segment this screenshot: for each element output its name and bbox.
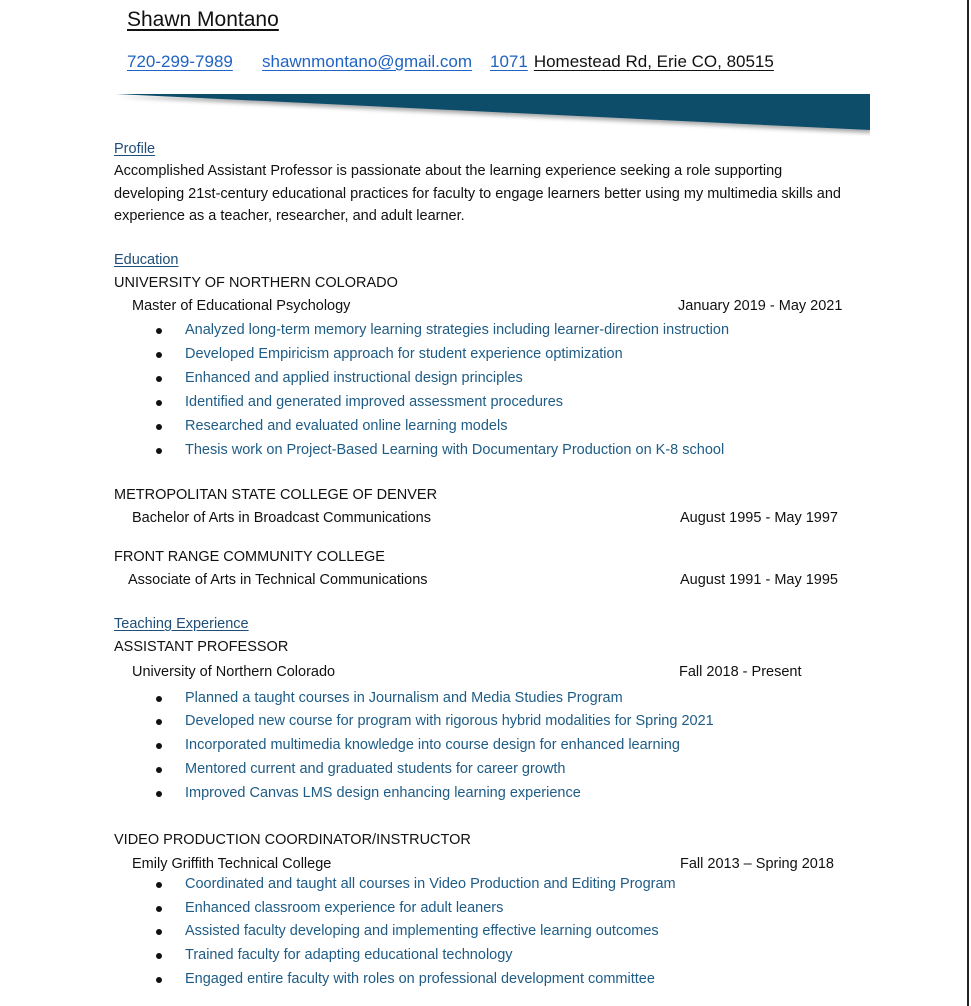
list-item: Enhanced and applied instructional design principles [185, 370, 523, 386]
list-item: Developed Empiricism approach for student experience optimization [185, 346, 623, 362]
banner-shape [116, 94, 870, 130]
job-org: Emily Griffith Technical College [132, 856, 332, 872]
phone-link[interactable]: 720-299-7989 [127, 52, 233, 71]
address-street: Homestead Rd, Erie CO, 80515 [533, 52, 774, 71]
list-item: Analyzed long-term memory learning strategies including learner-direction instruction [185, 322, 730, 338]
list-item: Researched and evaluated online learning models [185, 418, 508, 434]
list-item: Incorporated multimedia knowledge into course design for enhanced learning [185, 737, 680, 753]
job-title: ASSISTANT PROFESSOR [114, 639, 289, 655]
bullet-icon [156, 696, 164, 704]
profile-heading: Profile [114, 141, 156, 157]
bullet-icon [156, 376, 164, 384]
bullet-icon [156, 448, 164, 456]
school-name: UNIVERSITY OF NORTHERN COLORADO [114, 275, 398, 291]
bullet-icon [156, 791, 164, 799]
job-dates: Fall 2018 - Present [679, 664, 802, 680]
list-item: Enhanced classroom experience for adult leaners [185, 900, 504, 916]
bullet-icon [156, 767, 164, 775]
degree: Associate of Arts in Technical Communications [128, 572, 428, 588]
bullet-icon [156, 328, 164, 336]
candidate-name: Shawn Montano [127, 8, 279, 31]
list-item: Developed new course for program with rigorous hybrid modalities for Spring 2021 [185, 713, 714, 729]
address[interactable] [490, 52, 774, 72]
profile-text: Accomplished Assistant Professor is passionate about the learning experience seeking a role supporting developing 21st-century educational practices for faculty to engage learners better using my multimedia skills and experience as a teacher, researcher, and adult learner. [114, 163, 841, 224]
bullet-icon [156, 719, 164, 727]
list-item: Assisted faculty developing and implementing effective learning outcomes [185, 923, 659, 939]
bullet-icon [156, 352, 164, 360]
list-item: Planned a taught courses in Journalism and Media Studies Program [185, 690, 623, 706]
bullet-icon [156, 400, 164, 408]
degree: Master of Educational Psychology [132, 298, 351, 314]
job-org: University of Northern Colorado [132, 664, 336, 680]
list-item: Thesis work on Project-Based Learning with Documentary Production on K-8 school [185, 442, 725, 458]
list-item: Engaged entire faculty with roles on professional development committee [185, 971, 655, 987]
degree-dates: August 1991 - May 1995 [680, 572, 838, 588]
job-dates: Fall 2013 – Spring 2018 [680, 856, 834, 872]
degree-dates: January 2019 - May 2021 [678, 298, 843, 314]
bullet-icon [156, 882, 164, 890]
bullet-icon [156, 906, 164, 914]
list-item: Improved Canvas LMS design enhancing learning experience [185, 785, 581, 801]
header-banner [116, 92, 870, 136]
list-item: Identified and generated improved assessment procedures [185, 394, 564, 410]
degree: Bachelor of Arts in Broadcast Communications [132, 510, 431, 526]
address-number: 1071 [490, 52, 528, 71]
bullet-icon [156, 929, 164, 937]
job-title: VIDEO PRODUCTION COORDINATOR/INSTRUCTOR [114, 832, 471, 848]
bullet-icon [156, 977, 164, 985]
school-name: METROPOLITAN STATE COLLEGE OF DENVER [114, 487, 438, 503]
degree-dates: August 1995 - May 1997 [680, 510, 838, 526]
list-item: Trained faculty for adapting educational technology [185, 947, 513, 963]
list-item: Mentored current and graduated students for career growth [185, 761, 566, 777]
bullet-icon [156, 743, 164, 751]
bullet-icon [156, 953, 164, 961]
list-item: Coordinated and taught all courses in Video Production and Editing Program [185, 876, 676, 892]
email-link[interactable]: shawnmontano@gmail.com [262, 52, 473, 71]
teaching-heading: Teaching Experience [114, 616, 249, 632]
education-heading: Education [114, 252, 179, 268]
school-name: FRONT RANGE COMMUNITY COLLEGE [114, 549, 385, 565]
bullet-icon [156, 424, 164, 432]
